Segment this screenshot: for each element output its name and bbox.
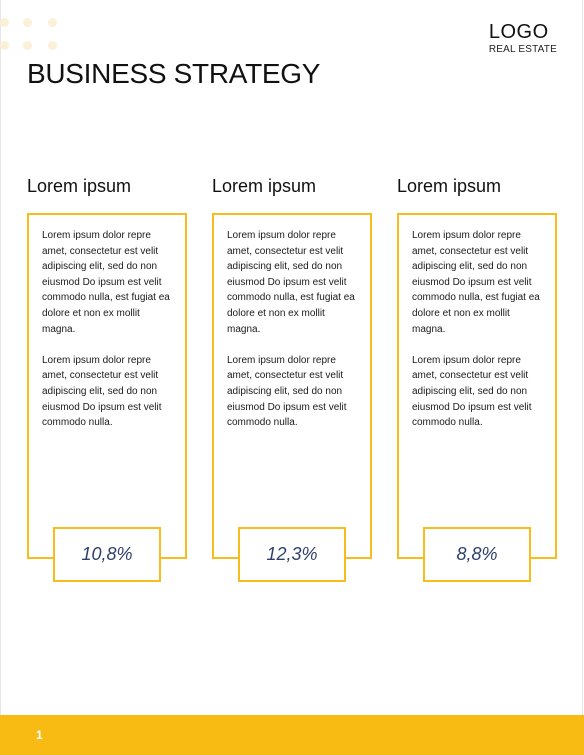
column-1-paragraph-1: Lorem ipsum dolor repre amet, consectetur est velit adipiscing elit, sed do non eiusmod Do ipsum est velit commodo nulla, est fugiat ea dolore et non ex mollit magna. xyxy=(42,230,170,335)
decorative-dots xyxy=(0,12,70,57)
column-1-heading: Lorem ipsum xyxy=(27,176,132,196)
dot xyxy=(0,18,9,27)
dot xyxy=(48,41,57,50)
column-1-text xyxy=(42,228,174,446)
page-title: BUSINESS STRATEGY xyxy=(27,58,321,89)
column-2-text xyxy=(227,228,359,446)
logo-word: LOGO xyxy=(488,21,549,43)
dot xyxy=(0,41,9,50)
dot xyxy=(23,41,32,50)
column-1-stat-box xyxy=(53,527,161,582)
column-3-text xyxy=(412,228,544,446)
column-1-stat-value: 10,8% xyxy=(81,544,133,564)
column-3-stat-box xyxy=(423,527,531,582)
column-2-stat-value: 12,3% xyxy=(266,544,318,564)
page-number: 1 xyxy=(36,728,43,742)
column-2-paragraph-2: Lorem ipsum dolor repre amet, consectetur est velit adipiscing elit, sed do non eiusmod Do ipsum est velit commodo nulla. xyxy=(227,354,347,429)
footer-bar xyxy=(0,715,584,755)
logo-subtitle: REAL ESTATE xyxy=(488,44,557,55)
logo xyxy=(489,22,557,56)
column-1-paragraph-2: Lorem ipsum dolor repre amet, consectetur est velit adipiscing elit, sed do non eiusmod Do ipsum est velit commodo nulla. xyxy=(42,354,162,429)
column-2-card xyxy=(212,213,372,559)
column-2-heading: Lorem ipsum xyxy=(212,176,317,196)
column-3-stat-value: 8,8% xyxy=(456,544,498,564)
column-3-paragraph-2: Lorem ipsum dolor repre amet, consectetur est velit adipiscing elit, sed do non eiusmod Do ipsum est velit commodo nulla. xyxy=(412,354,532,429)
column-2-paragraph-1: Lorem ipsum dolor repre amet, consectetur est velit adipiscing elit, sed do non eiusmod Do ipsum est velit commodo nulla, est fugiat ea dolore et non ex mollit magna. xyxy=(227,230,355,335)
column-3-paragraph-1: Lorem ipsum dolor repre amet, consectetur est velit adipiscing elit, sed do non eiusmod Do ipsum est velit commodo nulla, est fugiat ea dolore et non ex mollit magna. xyxy=(412,230,540,335)
dot xyxy=(23,18,32,27)
column-1-card xyxy=(27,213,187,559)
column-3-heading: Lorem ipsum xyxy=(397,176,502,196)
column-2-stat-box xyxy=(238,527,346,582)
dot xyxy=(48,18,57,27)
column-3-card xyxy=(397,213,557,559)
